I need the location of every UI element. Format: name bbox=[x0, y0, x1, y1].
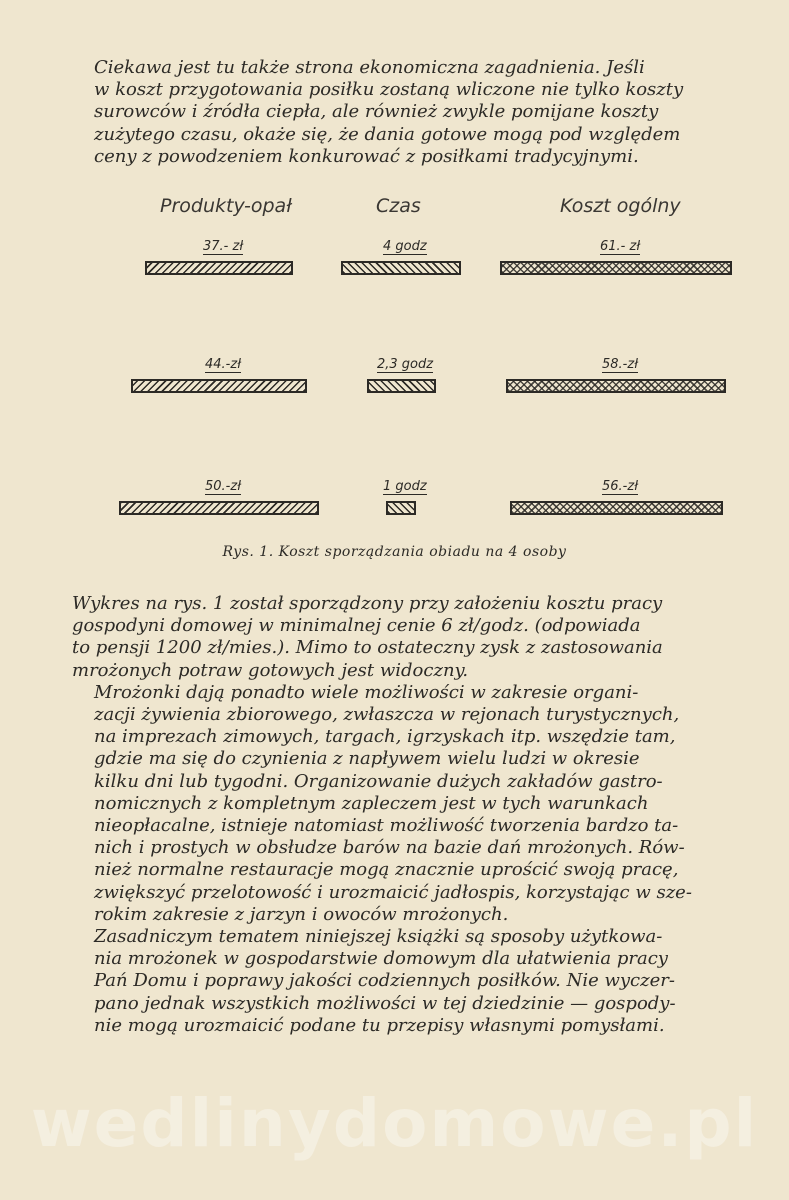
text-line: na imprezach zimowych, targach, igrzyskach itp. wszędzie tam, bbox=[94, 726, 676, 748]
text-line: zacji żywienia zbiorowego, zwłaszcza w rejonach turystycznych, bbox=[94, 704, 680, 726]
bar-total-1 bbox=[500, 261, 732, 275]
value-label-time-3: 1 godz bbox=[383, 479, 427, 494]
figure-caption: Rys. 1. Koszt sporządzania obiadu na 4 osoby bbox=[222, 544, 567, 560]
text-line: nia mrożonek w gospodarstwie domowym dla ułatwienia pracy bbox=[94, 948, 668, 970]
paragraph bbox=[72, 926, 754, 1037]
column-header-time: Czas bbox=[376, 195, 421, 217]
text-line: rokim zakresie z jarzyn i owoców mrożonych. bbox=[94, 903, 509, 925]
column-header-total: Koszt ogólny bbox=[560, 195, 681, 217]
bar-products-3 bbox=[119, 501, 319, 515]
value-label-total-2: 58.-zł bbox=[602, 357, 638, 372]
text-line: Ciekawa jest tu także strona ekonomiczna zagadnienia. Jeśli bbox=[94, 57, 645, 78]
bar-total-3 bbox=[510, 501, 723, 515]
text-line: kilku dni lub tygodni. Organizowanie dużych zakładów gastro- bbox=[94, 770, 663, 792]
value-label-products-2: 44.-zł bbox=[205, 357, 241, 372]
body-text bbox=[72, 593, 754, 1037]
text-line: Pań Domu i poprawy jakości codziennych posiłków. Nie wyczer- bbox=[94, 970, 675, 992]
text-line: zwiększyć przelotowość i urozmaicić jadłospis, korzystając w sze- bbox=[94, 881, 692, 903]
text-line: nieopłacalne, istnieje natomiast możliwość tworzenia bardzo ta- bbox=[94, 815, 679, 837]
bar-time-3 bbox=[386, 501, 416, 515]
text-line: nich i prostych w obsłudze barów na bazie dań mrożonych. Rów- bbox=[94, 837, 685, 859]
text-line: nież normalne restauracje mogą znacznie uprościć swoją pracę, bbox=[94, 859, 679, 881]
text-line: Mrożonki dają ponadto wiele możliwości w zakresie organi- bbox=[94, 681, 639, 703]
text-line: zużytego czasu, okaże się, że dania gotowe mogą pod względem bbox=[94, 123, 681, 145]
bar-time-1 bbox=[341, 261, 461, 275]
value-label-products-1: 37.- zł bbox=[203, 239, 244, 254]
text-line: to pensji 1200 zł/mies.). Mimo to ostateczny zysk z zastosowania bbox=[72, 637, 663, 659]
text-line: w koszt przygotowania posiłku zostaną wliczone nie tylko koszty bbox=[94, 79, 684, 101]
text-line: gdzie ma się do czynienia z napływem wielu ludzi w okresie bbox=[94, 748, 640, 770]
text-line: nie mogą urozmaicić podane tu przepisy własnymi pomysłami. bbox=[94, 1014, 665, 1036]
value-label-products-3: 50.-zł bbox=[205, 479, 241, 494]
watermark: wedlinydomowe.pl bbox=[30, 1085, 759, 1162]
bar-time-2 bbox=[367, 379, 436, 393]
column-header-products: Produkty-opał bbox=[160, 195, 292, 217]
text-line: mrożonych potraw gotowych jest widoczny. bbox=[72, 659, 469, 681]
paragraph bbox=[72, 682, 754, 926]
bar-products-2 bbox=[131, 379, 307, 393]
value-label-total-3: 56.-zł bbox=[602, 479, 638, 494]
text-line: Zasadniczym tematem niniejszej książki są sposoby użytkowa- bbox=[94, 926, 663, 948]
value-label-total-1: 61.- zł bbox=[600, 239, 641, 254]
text-line: pano jednak wszystkich możliwości w tej dziedzinie — gospody- bbox=[94, 992, 676, 1014]
intro-paragraph bbox=[94, 57, 754, 168]
cost-chart bbox=[0, 185, 789, 535]
text-line: Wykres na rys. 1 został sporządzony przy założeniu kosztu pracy bbox=[72, 593, 663, 614]
text-line: surowców i źródła ciepła, ale również zwykle pomijane koszty bbox=[94, 101, 659, 123]
value-label-time-1: 4 godz bbox=[383, 239, 427, 254]
text-line: ceny z powodzeniem konkurować z posiłkami tradycyjnymi. bbox=[94, 145, 639, 167]
text-line: gospodyni domowej w minimalnej cenie 6 zł/godz. (odpowiada bbox=[72, 615, 641, 637]
text-line: nomicznych z kompletnym zapleczem jest w tych warunkach bbox=[94, 792, 649, 814]
bar-products-1 bbox=[145, 261, 293, 275]
value-label-time-2: 2,3 godz bbox=[377, 357, 434, 372]
paragraph bbox=[72, 593, 754, 682]
bar-total-2 bbox=[506, 379, 726, 393]
